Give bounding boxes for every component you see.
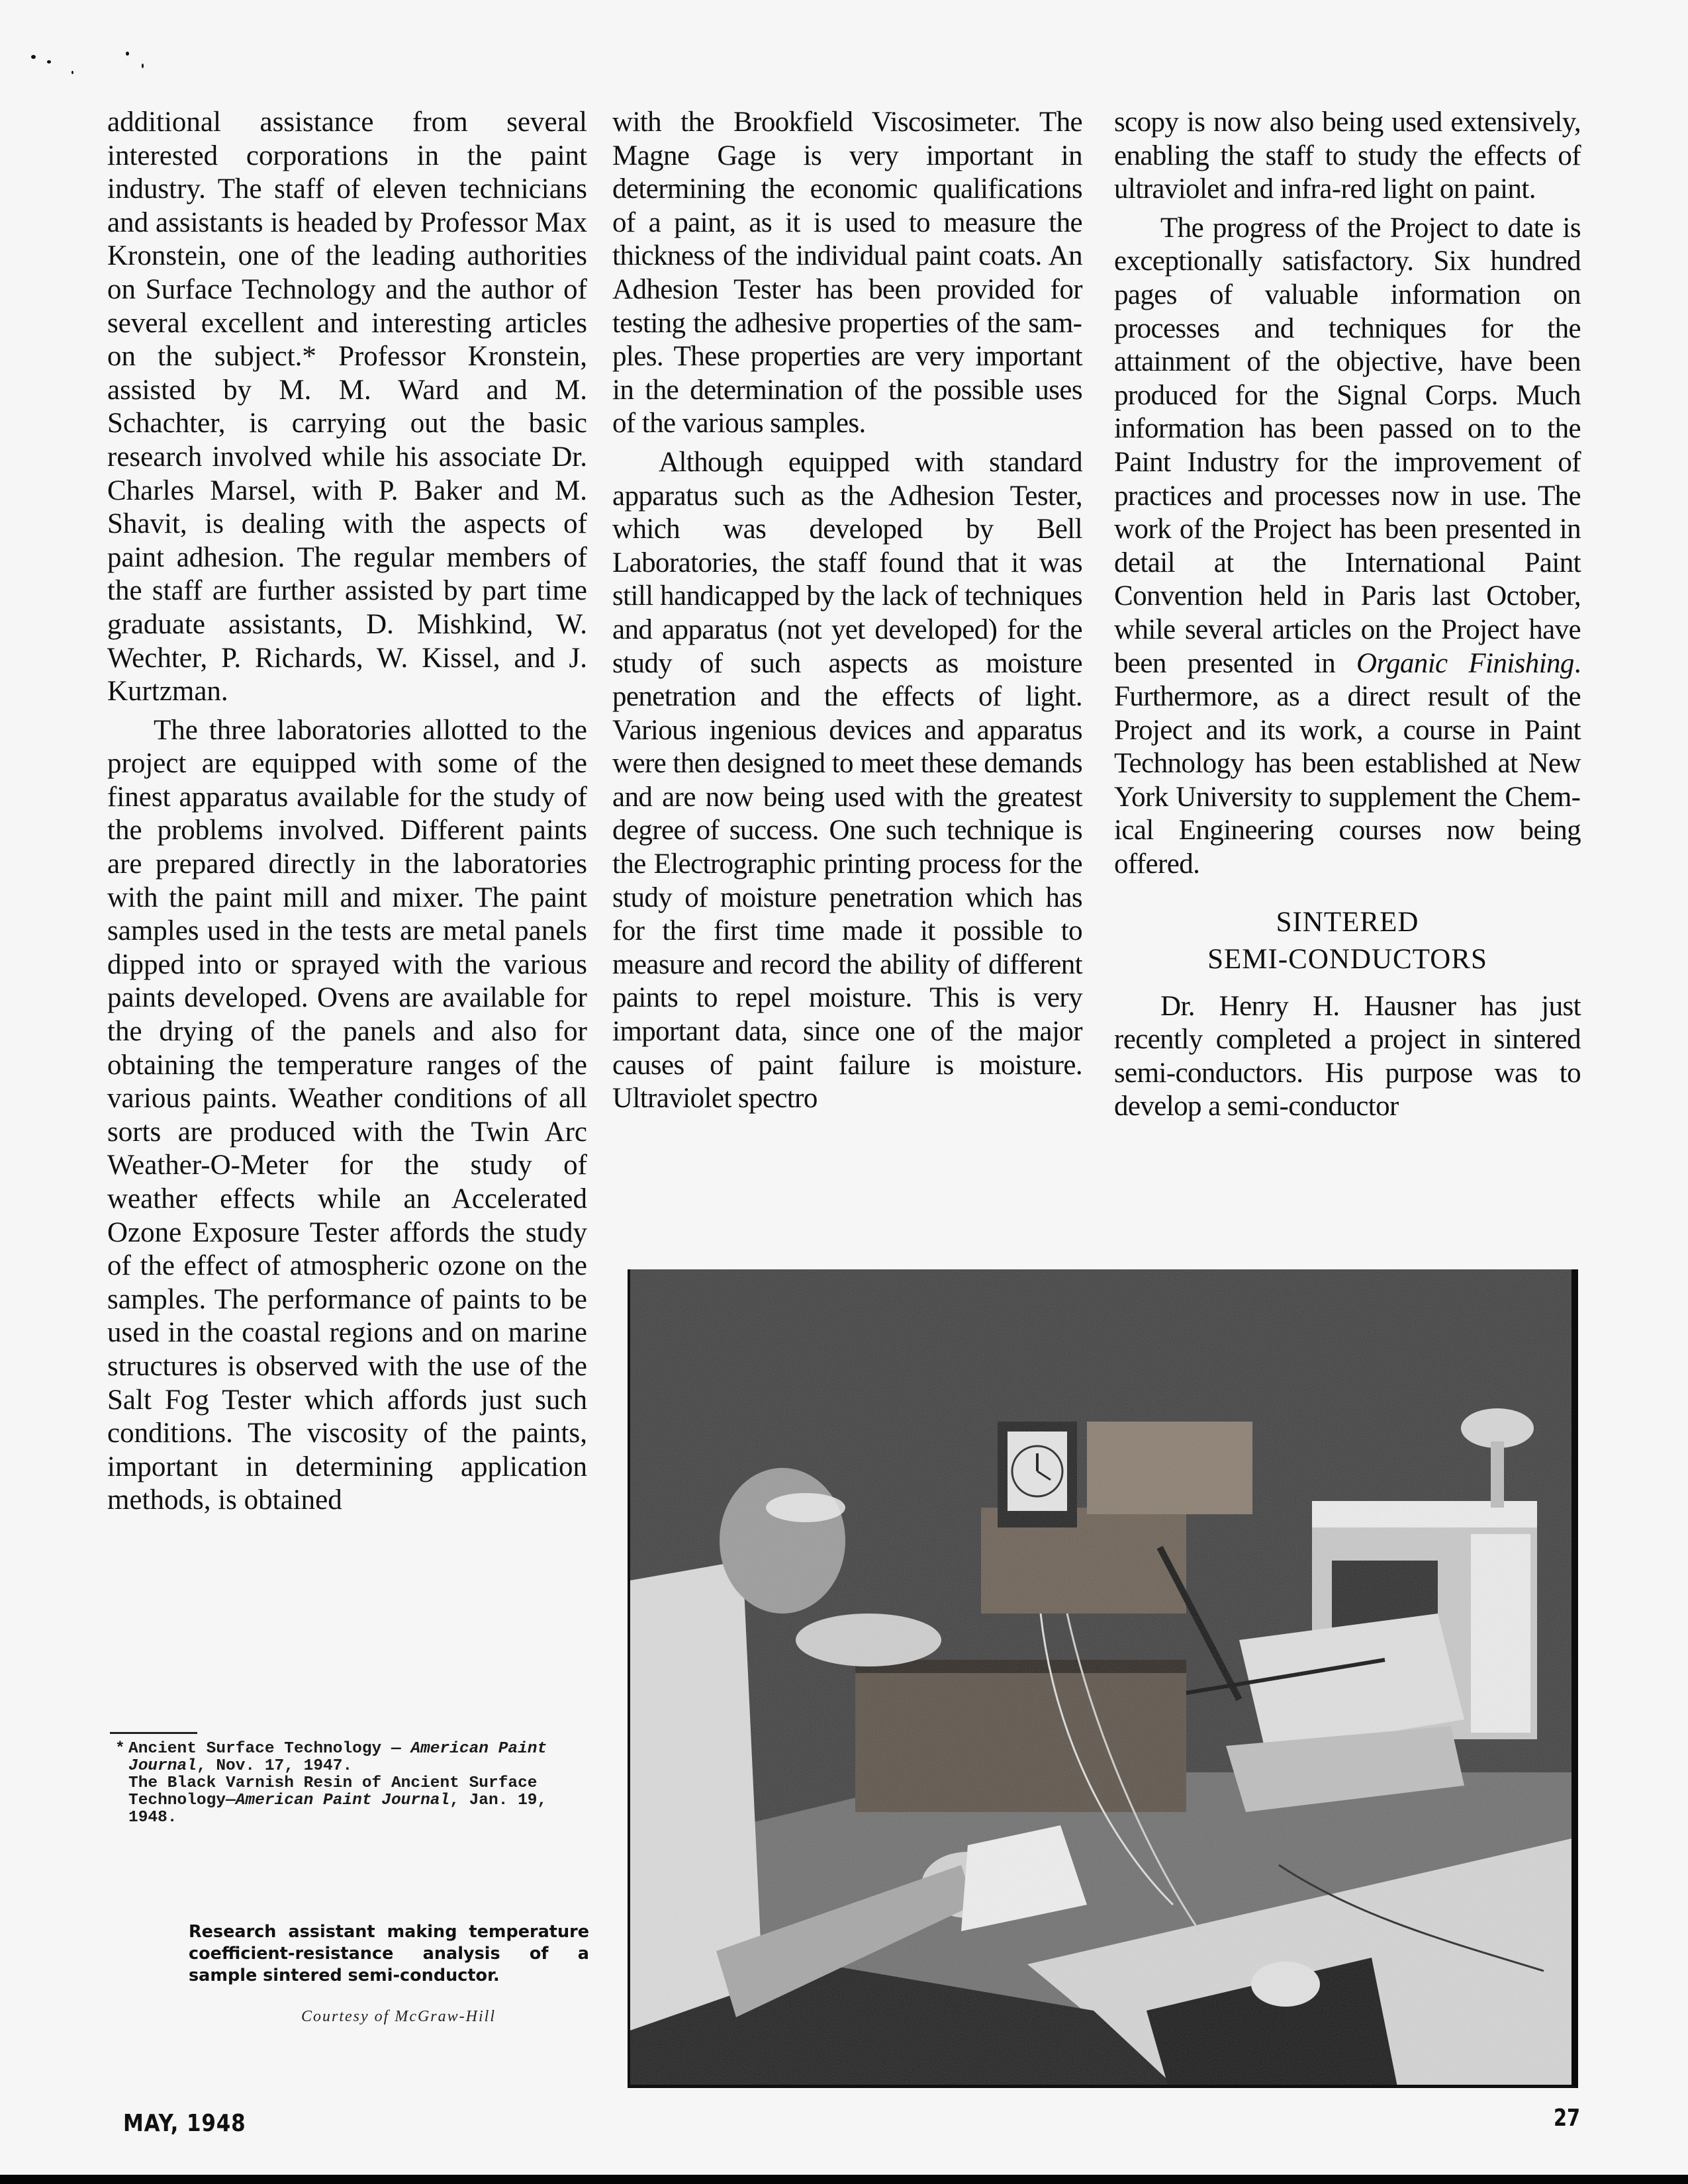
- section-heading-line: SINTERED: [1276, 906, 1419, 938]
- paragraph-text: . Furthermore, as a direct result of the Project and its work, a course in Paint Technology has been established at New York University to supplement the Chemical Engineering courses now being offered.: [1114, 647, 1581, 880]
- page-number: 27: [1554, 2105, 1581, 2132]
- photograph: [628, 1269, 1578, 2088]
- paragraph: scopy is now also being used extensively, enabling the staff to study the effects of ultraviolet and infra-red light on paint.: [1114, 107, 1581, 205]
- scan-edge-band: [0, 2175, 1688, 2184]
- text-column-1: [107, 106, 587, 1518]
- reference-title: The Black Varnish Resin of Ancient Surface Technology—: [128, 1774, 538, 1809]
- figure-caption: Research assistant making temperature coefficient-resistance analysis of a sample sintered semi-conductor.: [189, 1922, 589, 1985]
- section-heading: [1114, 904, 1581, 978]
- paragraph: additional assistance from several interested corporations in the paint industry. The staff of eleven technicians and assistants is headed by Professor Max Kronstein, one of the leading authorities on Surface Technology and the author of several excellent and interesting articles on the subject.* Professor Kronstein, assisted by M. M. Ward and M. Schachter, is carrying out the basic research involved while his associate Dr. Charles Marsel, with P. Baker and M. Shavit, is dealing with the aspects of paint adhesion. The regular members of the staff are further assisted by part time graduate assistants, D. Mishkind, W. Wechter, P. Richards, W. Kissel, and J. Kurtzman.: [107, 107, 587, 707]
- paragraph: The three laboratories allotted to the project are equipped with some of the finest apparatus available for the study of the problems involved. Different paints are prepared directly in the laboratories with the paint mill and mixer. The paint samples used in the tests are metal panels dipped into or sprayed with the various paints developed. Ovens are available for the drying of the panels and also for obtaining the temperature ranges of the various paints. Weather conditions of all sorts are produced with the Twin Arc Weather-O-Meter for the study of weather effects while an Accelerated Ozone Exposure Tester affords the study of the effect of atmospheric ozone on the samples. The performance of paints to be used in the coastal regions and on marine structures is observed with the use of the Salt Fog Tester which affords just such conditions. The viscosity of the paints, important in determining application methods, is obtained: [107, 714, 587, 1516]
- section-heading-line: SEMI-CONDUCTORS: [1207, 943, 1487, 975]
- paragraph: Dr. Henry H. Hausner has just recently completed a project in sintered semi-conductors. His purpose was to develop a semi-conductor: [1114, 990, 1581, 1122]
- footnote-reference: [128, 1741, 592, 1775]
- lab-photo-illustration: [630, 1269, 1571, 2085]
- footnote-divider: [110, 1732, 197, 1734]
- paragraph: with the Brookfield Viscosimeter. The Magne Gage is very important in determining the economic qualifications of a paint, as it is used to measure the thickness of the individual paint coats. An Adhesion Tester has been provided for testing the adhesive properties of the samples. These properties are very important in the determination of the possible uses of the various samples.: [612, 107, 1082, 439]
- text-column-3: [1114, 106, 1581, 1124]
- footnote-reference: [128, 1775, 592, 1827]
- reference-title: Ancient Surface Technology —: [128, 1740, 411, 1758]
- reference-journal: American Paint Journal: [235, 1792, 450, 1809]
- paragraph: [1114, 212, 1581, 882]
- photo-credit: Courtesy of McGraw-Hill: [301, 2008, 496, 2025]
- issue-date: MAY, 1948: [123, 2110, 246, 2137]
- reference-date: , Nov. 17, 1947.: [196, 1757, 353, 1775]
- paragraph-text: The progress of the Project to date is exceptionally satisfactory. Six hundred pages of valuable information on processes and techniques for the attainment of the objective, have been produced for the Signal Corps. Much information has been passed on to the Paint Industry for the improvement of practices and processes now in use. The work of the Project has been presented in detail at the International Paint Convention held in Paris last October, while several articles on the Project have been presented in: [1114, 212, 1581, 679]
- journal-title: Organic Finishing: [1356, 647, 1574, 679]
- paragraph: Although equipped with standard apparatus such as the Adhesion Tester, which was developed by Bell Laboratories, the staff found that it was still handicapped by the lack of techniques and apparatus (not yet developed) for the study of such aspects as moisture penetration and the effects of light. Various ingenious devices and apparatus were then designed to meet these demands and are now being used with the greatest degree of success. One such technique is the Electrographic printing process for the study of moisture penetration which has for the first time made it possible to measure and record the ability of different paints to repel moisture. This is very important data, since one of the major causes of paint failure is moisture. Ultraviolet spectro: [612, 446, 1082, 1115]
- reference-journal: American Paint Journal: [128, 1740, 547, 1775]
- reference-date: , Jan. 19, 1948.: [128, 1792, 547, 1827]
- scan-specks: [26, 46, 185, 86]
- text-column-2: [612, 106, 1082, 1116]
- footnote: [115, 1741, 592, 1827]
- footnote-marker: *: [115, 1740, 125, 1758]
